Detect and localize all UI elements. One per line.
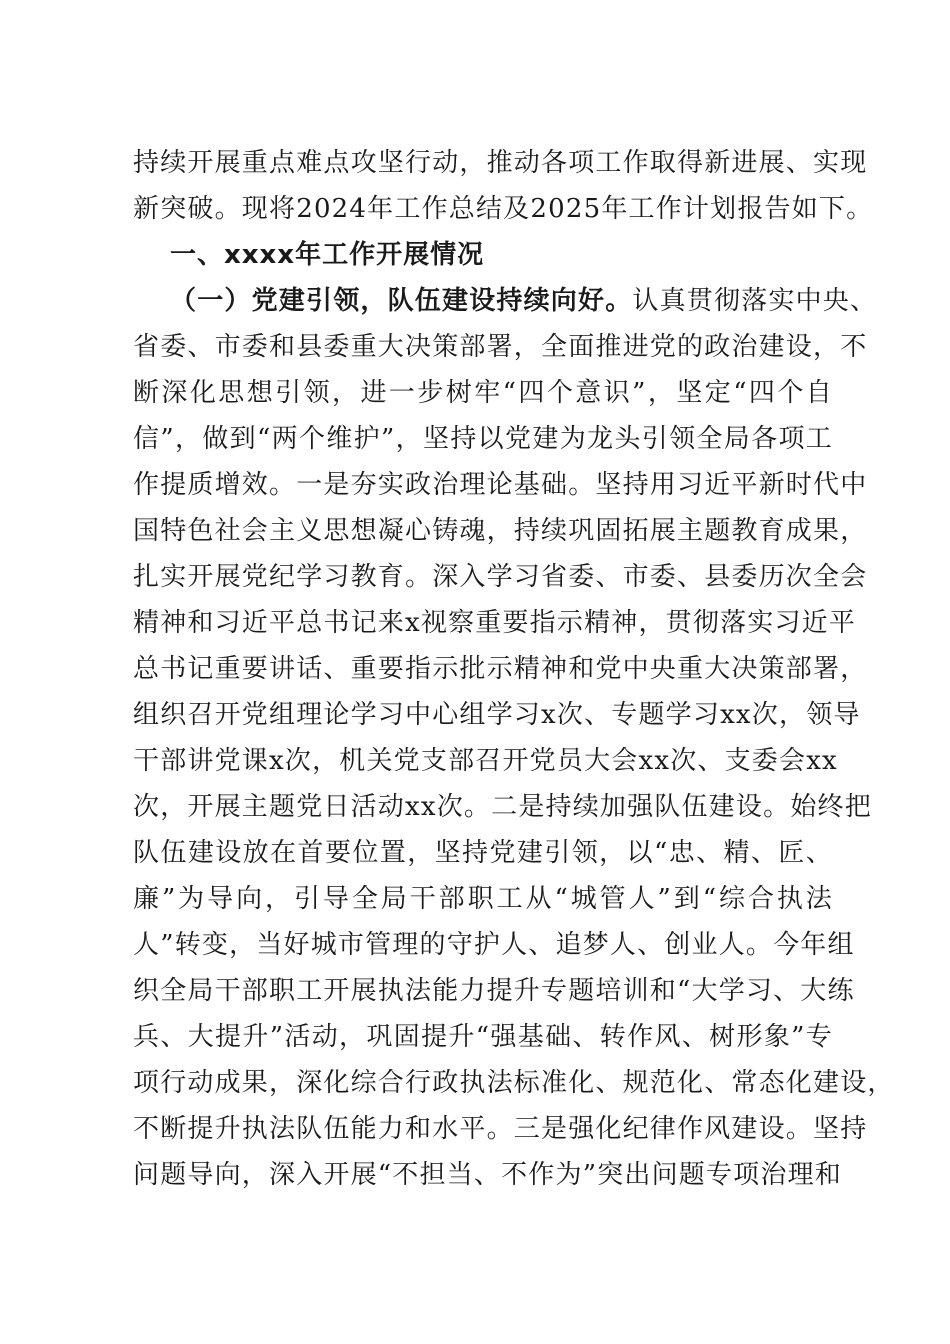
body-line: 问题导向，深入开展“不担当、不作为”突出问题专项治理和 (133, 1160, 842, 1190)
section-heading: 一、xxxx年工作开展情况 (170, 240, 485, 270)
body-line: 国特色社会主义思想凝心铸魂，持续巩固拓展主题教育成果， (133, 516, 868, 546)
subsection-first-line (170, 280, 878, 322)
body-line: 扎实开展党纪学习教育。深入学习省委、市委、县委历次全会 (133, 562, 868, 592)
body-line: 精神和习近平总书记来x视察重要指示精神，贯彻落实习近平 (133, 608, 857, 638)
body-line: 不断提升执法队伍能力和水平。三是强化纪律作风建设。坚持 (133, 1114, 868, 1144)
body-line: 人”转变，当好城市管理的守护人、追梦人、创业人。今年组 (133, 930, 855, 960)
body-line: 干部讲党课x次，机关党支部召开党员大会xx次、支委会xx (133, 746, 838, 776)
body-line: 作提质增效。一是夯实政治理论基础。坚持用习近平新时代中 (133, 470, 868, 500)
body-line: 省委、市委和县委重大决策部署，全面推进党的政治建设，不 (133, 332, 868, 362)
intro-line-1: 持续开展重点难点攻坚行动，推动各项工作取得新进展、实现 (133, 148, 868, 178)
body-line: 组织召开党组理论学习中心组学习x次、专题学习xx次，领导 (133, 700, 861, 730)
body-line: 项行动成果，深化综合行政执法标准化、规范化、常态化建设， (133, 1068, 895, 1098)
body-line: 兵、大提升”活动，巩固提升“强基础、转作风、树形象”专 (133, 1022, 833, 1052)
body-line: 队伍建设放在首要位置，坚持党建引领，以“忠、精、匠、 (133, 838, 833, 868)
subsection-first-line-rest: 认真贯彻落实中央、 (632, 286, 878, 316)
body-line: 信”，做到“两个维护”，坚持以党建为龙头引领全局各项工 (133, 424, 833, 454)
subsection-title: （一）党建引领，队伍建设持续向好。 (170, 286, 633, 316)
body-line: 织全局干部职工开展执法能力提升专题培训和“大学习、大练 (133, 976, 855, 1006)
body-line: 廉”为导向，引导全局干部职工从“城管人”到“综合执法 (133, 884, 833, 914)
body-line: 总书记重要讲话、重要指示批示精神和党中央重大决策部署， (133, 654, 868, 684)
body-line: 断深化思想引领，进一步树牢“四个意识”，坚定“四个自 (133, 378, 833, 408)
body-line: 次，开展主题党日活动xx次。二是持续加强队伍建设。始终把 (133, 792, 872, 822)
intro-line-2: 新突破。现将2024年工作总结及2025年工作计划报告如下。 (133, 194, 874, 224)
